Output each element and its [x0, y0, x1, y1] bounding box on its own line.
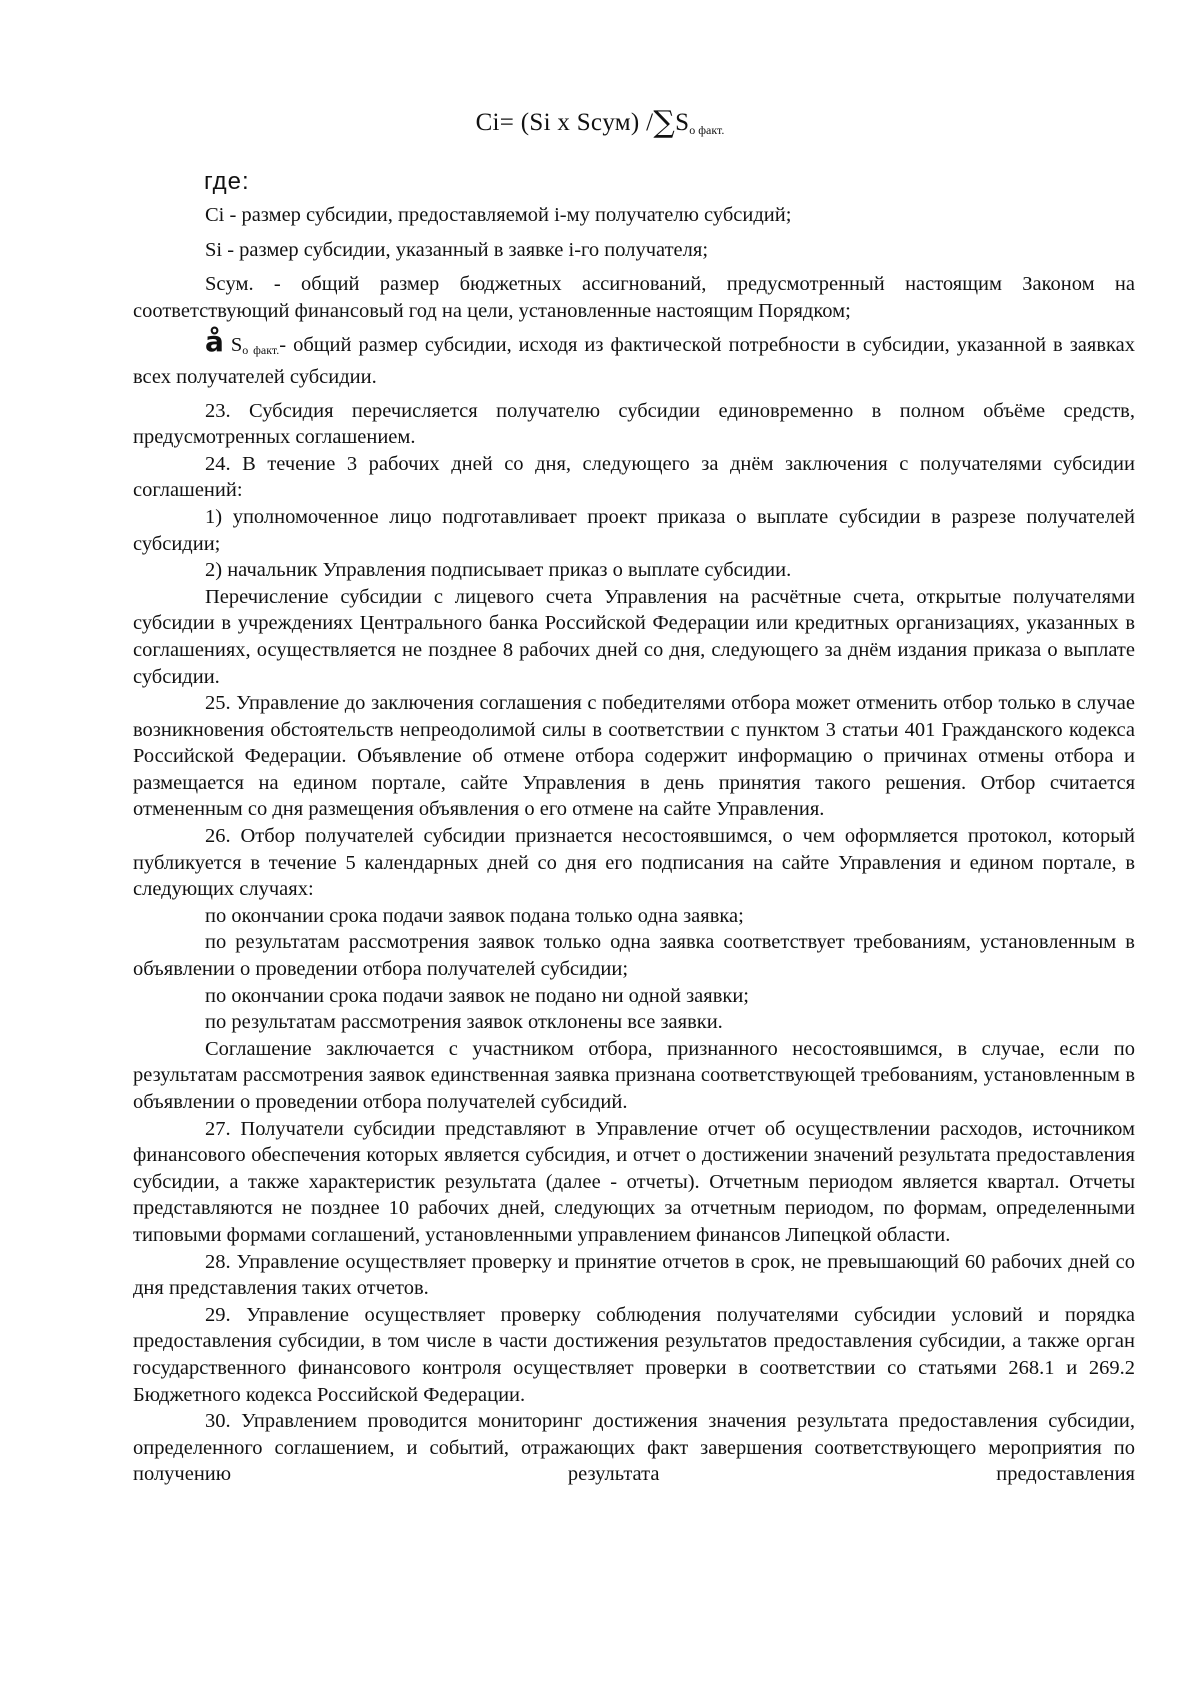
sfact-text: - общий размер субсидии, исходя из фактической потребности в субсидии, указанной в заявках всех получателей субсидии. — [133, 334, 1135, 388]
paragraph: 1) уполномоченное лицо подготавливает проект приказа о выплате субсидии в разрезе получателей субсидии; — [133, 505, 1135, 555]
definition-si: Si - размер субсидии, указанный в заявке i-го получателя; — [205, 238, 709, 261]
paragraph: 27. Получатели субсидии представляют в Управление отчет об осуществлении расходов, источником финансового обеспечения которых является субсидия, и отчет о достижении значений результата предоставления субсидии, а также характеристик результата (далее - отчеты). Отчетным периодом является квартал. Отчеты представляются не позднее 10 рабочих дней, следующих за отчетным периодом, по формам, определенными типовыми формами соглашений, установленными управлением финансов Липецкой области. — [133, 1117, 1135, 1246]
paragraph: по окончании срока подачи заявок не подано ни одной заявки; — [205, 984, 750, 1007]
formula-s: S — [675, 109, 690, 136]
document-body — [133, 202, 1135, 1488]
paragraph: по результатам рассмотрения заявок только одна заявка соответствует требованиям, установленным в объявлении о проведении отбора получателей субсидии; — [133, 931, 1135, 981]
paragraph: 30. Управлением проводится мониторинг достижения значения результата предоставления субсидии, определенного соглашением, и событий, отражающих факт завершения соответствующего мероприятия по получению результата предоставления — [133, 1410, 1135, 1486]
sum-symbol: å — [205, 325, 224, 359]
paragraph: Соглашение заключается с участником отбора, признанного несостоявшимся, в случае, если по результатам рассмотрения заявок единственная заявка признана соответствующей требованиям, установленным в объявлении о проведении отбора получателей субсидий. — [133, 1037, 1135, 1113]
sigma-symbol: ∑ — [653, 105, 676, 140]
paragraph: 25. Управление до заключения соглашения с победителями отбора может отменить отбор только в случае возникновения обстоятельств непреодолимой силы в соответствии с пунктом 3 статьи 401 Гражданского кодекса Российской Федерации. Объявление об отмене отбора содержит информацию о причинах отмены отбора и размещается на едином портале, сайте Управления в день принятия такого решения. Отбор считается отмененным со дня размещения объявления о его отмене на сайте Управления. — [133, 692, 1135, 821]
paragraph: 26. Отбор получателей субсидии признается несостоявшимся, о чем оформляется протокол, который публикуется в течение 5 календарных дней со дня его подписания на сайте Управления и едином портале, в следующих случаях: — [133, 825, 1135, 901]
sfact-s: S — [230, 334, 243, 357]
where-label: где: — [204, 168, 250, 195]
paragraph: 23. Субсидия перечисляется получателю субсидии единовременно в полном объёме средств, предусмотренных соглашением. — [133, 399, 1135, 449]
paragraph: по результатам рассмотрения заявок отклонены все заявки. — [205, 1011, 723, 1034]
paragraph: 2) начальник Управления подписывает приказ о выплате субсидии. — [205, 559, 792, 582]
sfact-subscript: о факт. — [242, 343, 280, 358]
paragraph: 24. В течение 3 рабочих дней со дня, следующего за днём заключения с получателями субсидии соглашений: — [133, 452, 1135, 502]
paragraph: по окончании срока подачи заявок подана только одна заявка; — [205, 904, 744, 927]
formula-subscript: о факт. — [689, 123, 725, 137]
subsidy-formula — [0, 105, 1200, 140]
definition-scum: Scум. - общий размер бюджетных ассигнований, предусмотренный настоящим Законом на соответствующий финансовый год на цели, установленные настоящим Порядком; — [133, 273, 1135, 322]
paragraph: 28. Управление осуществляет проверку и принятие отчетов в срок, не превышающий 60 рабочих дней со дня представления таких отчетов. — [133, 1250, 1135, 1300]
definition-ci: Ci - размер субсидии, предоставляемой i-му получателю субсидий; — [205, 204, 792, 226]
definition-sfact — [133, 325, 1135, 390]
paragraph: Перечисление субсидии с лицевого счета Управления на расчётные счета, открытые получателями субсидии в учреждениях Центрального банка Российской Федерации или кредитных организациях, указанных в соглашениях, осуществляется не позднее 8 рабочих дней со дня, следующего за днём издания приказа о выплате субсидии. — [133, 585, 1135, 688]
formula-main-text: Ci= (Si x Scум) / — [475, 109, 654, 136]
paragraph: 29. Управление осуществляет проверку соблюдения получателями субсидии условий и порядка предоставления субсидии, в том числе в части достижения результатов предоставления субсидии, а также орган государственного финансового контроля осуществляет проверки в соответствии со статьями 268.1 и 269.2 Бюджетного кодекса Российской Федерации. — [133, 1303, 1135, 1406]
